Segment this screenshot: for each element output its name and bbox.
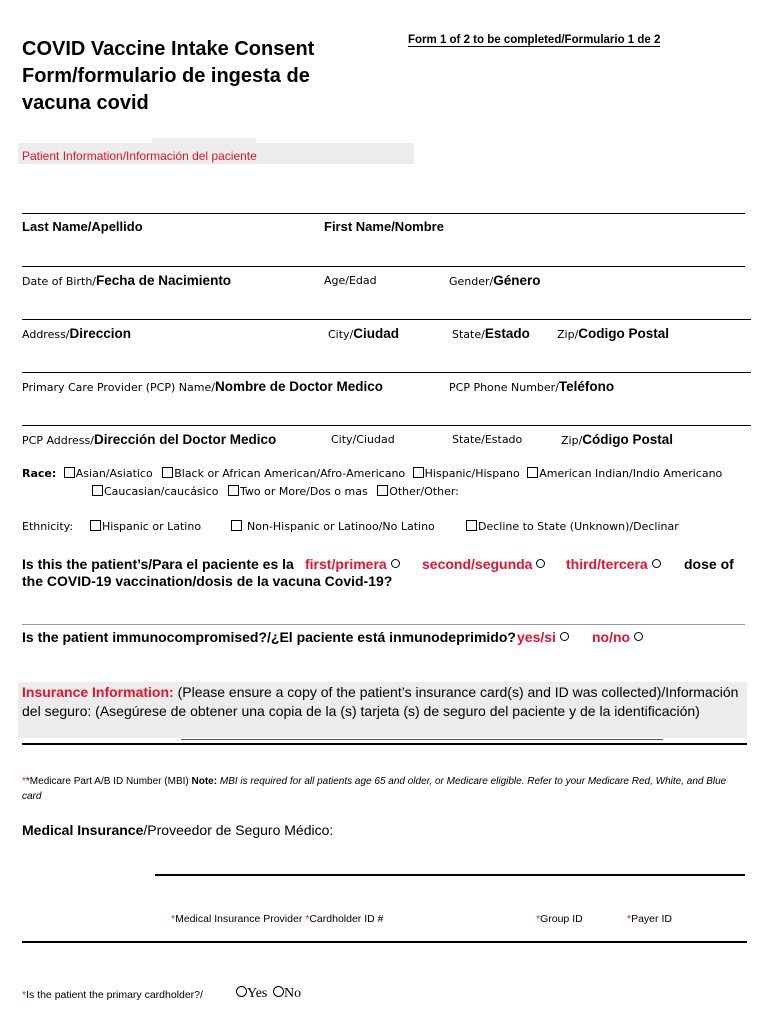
dob-label [22, 272, 231, 290]
divider-immuno [22, 624, 745, 625]
checkbox-ethnicity-non-hispanic[interactable] [231, 520, 242, 531]
form-title: COVID Vaccine Intake Consent Form/formulario de ingesta de vacuna covid [22, 38, 315, 114]
immuno-option-no[interactable] [592, 629, 643, 645]
checkbox-asian[interactable] [64, 467, 75, 478]
pcp-name-label-en: Primary Care Provider (PCP) Name/ [22, 381, 215, 394]
checkbox-caucasian[interactable] [92, 485, 103, 496]
radio-first[interactable] [391, 559, 400, 568]
radio-primary-yes[interactable] [236, 986, 247, 997]
city-label [328, 325, 399, 343]
dose-option-third-label: third/tercera [566, 556, 648, 572]
primary-option-no[interactable] [273, 986, 301, 1002]
provider-label-text: Medical Insurance Provider [175, 913, 303, 925]
state-label [452, 325, 530, 343]
first-name-label: First Name/Nombre [324, 219, 444, 234]
radio-immuno-no[interactable] [634, 632, 643, 641]
dob-label-en: Date of Birth/ [22, 275, 97, 288]
dose-option-first[interactable] [305, 556, 400, 572]
immuno-option-no-label: no/no [592, 629, 631, 645]
payer-asterisk: * [627, 913, 632, 925]
dose-question-line1: Is this the patient’s/Para el paciente es la [22, 556, 294, 572]
provider-label [171, 913, 383, 925]
primary-cardholder-question [22, 989, 203, 1001]
medical-insurance-input-line[interactable] [155, 874, 745, 876]
pcp-name-label-es: Nombre de Doctor Medico [214, 379, 383, 394]
race-option-two-or-more[interactable] [228, 485, 368, 498]
primary-yes-label: Yes [247, 986, 268, 1001]
race-option-asian[interactable] [64, 467, 153, 480]
mbi-note-text: MBI is required for all patients age 65 and older, or Medicare eligible. Refer to your Medicare Red, White, and Blue card [22, 776, 727, 802]
zip-label-es: Codigo Postal [578, 326, 670, 341]
zip-label [557, 325, 669, 343]
last-name-label: Last Name/Apellido [22, 219, 143, 234]
insurance-heading: Insurance Information: [22, 684, 174, 700]
gender-label [449, 272, 541, 290]
pcp-name-label [22, 378, 383, 396]
race-option-asian-label: Asian/Asiatico [75, 467, 153, 480]
immuno-option-yes[interactable] [517, 629, 569, 645]
race-option-two-or-more-label: Two or More/Dos o mas [240, 485, 368, 498]
checkbox-american-indian[interactable] [527, 467, 538, 478]
checkbox-hispanic[interactable] [413, 467, 424, 478]
medical-insurance-heading [22, 822, 333, 838]
group-label-text: Group ID [540, 913, 583, 925]
group-asterisk: * [536, 913, 541, 925]
dose-option-second-label: second/segunda [422, 556, 533, 572]
pcp-zip-label [561, 431, 673, 449]
dose-question-suffix: dose of [684, 556, 734, 572]
pcp-name-input-line[interactable] [22, 372, 751, 373]
state-label-es: Estado [484, 326, 530, 341]
checkbox-ethnicity-hispanic[interactable] [90, 520, 101, 531]
ethnicity-option-hispanic[interactable] [90, 520, 201, 533]
ethnicity-label: Ethnicity: [22, 520, 74, 533]
medical-insurance-en: Medical Insurance [22, 822, 144, 838]
pcp-zip-label-en: Zip/ [561, 434, 583, 447]
dob-input-line[interactable] [22, 266, 745, 267]
race-option-hispanic-label: Hispanic/Hispano [424, 467, 520, 480]
cardholder-label-text: Cardholder ID # [309, 913, 384, 925]
section-heading-patient: Patient Information/Información del paciente [22, 149, 257, 163]
race-option-black-label: Black or African American/Afro-Americano [174, 467, 406, 480]
dob-label-es: Fecha de Nacimiento [96, 273, 232, 288]
race-option-other-label: Other/Other: [389, 485, 459, 498]
race-option-black[interactable] [162, 467, 405, 480]
cardholder-asterisk: * [305, 913, 310, 925]
primary-option-yes[interactable] [236, 986, 267, 1002]
dose-option-first-label: first/primera [305, 556, 387, 572]
medical-insurance-es: /Proveedor de Seguro Médico: [143, 822, 334, 838]
race-option-american-indian[interactable] [527, 467, 722, 480]
race-option-american-indian-label: American Indian/Indio Americano [539, 467, 723, 480]
ethnicity-option-non-hispanic[interactable] [231, 520, 435, 533]
race-label: Race: [22, 467, 57, 480]
name-input-line[interactable] [22, 213, 745, 214]
radio-immuno-yes[interactable] [560, 632, 569, 641]
pcp-address-label [22, 431, 276, 449]
ethnicity-option-decline-label: Decline to State (Unknown)/Declinar [478, 520, 679, 533]
primary-asterisk: * [22, 989, 27, 1001]
pcp-address-label-es: Dirección del Doctor Medico [93, 432, 277, 447]
pcp-address-label-en: PCP Address/ [22, 434, 94, 447]
race-row-1 [22, 467, 722, 480]
insurance-underline-thin [181, 739, 663, 740]
pcp-phone-label-en: PCP Phone Number/ [449, 381, 559, 394]
zip-label-en: Zip/ [557, 328, 579, 341]
insurance-divider [22, 743, 747, 745]
state-label-en: State/ [452, 328, 485, 341]
mbi-note [22, 774, 742, 804]
insurance-info [22, 683, 742, 721]
checkbox-black[interactable] [162, 467, 173, 478]
insurance-text-es: /Información del seguro: (Asegúrese de obtener una copia de la (s) tarjeta (s) de seguro del paciente y de la identificación) [22, 684, 739, 719]
immuno-question: Is the patient immunocompromised?/¿El paciente está inmunodeprimido? [22, 629, 516, 645]
pcp-zip-label-es: Código Postal [582, 432, 674, 447]
ethnicity-option-decline[interactable] [466, 520, 679, 533]
primary-no-label: No [284, 986, 302, 1001]
checkbox-ethnicity-decline[interactable] [466, 520, 477, 531]
address-input-line[interactable] [22, 319, 751, 320]
payer-id-label [627, 913, 672, 925]
gender-label-en: Gender/ [449, 275, 494, 288]
city-label-en: City/ [328, 328, 354, 341]
dose-option-third[interactable] [566, 556, 661, 572]
address-label [22, 325, 131, 343]
dose-question-line2: the COVID-19 vaccination/dosis de la vacuna Covid-19? [22, 573, 393, 589]
pcp-state-label: State/Estado [452, 433, 523, 446]
address-label-en: Address/ [22, 328, 70, 341]
gender-label-es: Género [493, 273, 541, 288]
ethnicity-option-hispanic-label: Hispanic or Latino [102, 520, 202, 533]
pcp-phone-label [449, 378, 614, 396]
checkbox-other[interactable] [377, 485, 388, 496]
pcp-phone-label-es: Teléfono [558, 379, 615, 394]
form-badge: Form 1 of 2 to be completed/Formulario 1 de 2 [408, 34, 661, 46]
payer-label-text: Payer ID [631, 913, 672, 925]
immuno-option-yes-label: yes/si [517, 629, 556, 645]
mbi-label: *Medicare Part A/B ID Number (MBI) [25, 776, 189, 787]
provider-asterisk: * [171, 913, 176, 925]
mbi-note-bold: Note: [191, 776, 218, 787]
radio-third[interactable] [652, 559, 661, 568]
race-option-other[interactable] [377, 485, 459, 498]
ethnicity-option-non-hispanic-label: Non-Hispanic or Latinoo/No Latino [247, 520, 435, 533]
address-label-es: Direccion [69, 326, 132, 341]
race-row-2 [22, 485, 459, 498]
insurance-text-en: (Please ensure a copy of the patient’s insurance card(s) and ID was collected) [177, 684, 662, 700]
primary-question-text: Is the patient the primary cardholder?/ [26, 989, 203, 1001]
race-option-hispanic[interactable] [413, 467, 520, 480]
insurance-bottom-line[interactable] [22, 941, 747, 943]
race-option-caucasian[interactable] [92, 485, 219, 498]
pcp-address-input-line[interactable] [22, 425, 751, 426]
radio-second[interactable] [536, 559, 545, 568]
pcp-city-label: City/Ciudad [331, 433, 395, 446]
age-label: Age/Edad [324, 274, 377, 287]
mbi-asterisk: * [22, 776, 26, 787]
race-option-caucasian-label: Caucasian/caucásico [104, 485, 219, 498]
radio-primary-no[interactable] [273, 986, 284, 997]
city-label-es: Ciudad [353, 326, 400, 341]
group-id-label [536, 913, 583, 925]
dose-option-second[interactable] [422, 556, 545, 572]
checkbox-two-or-more[interactable] [228, 485, 239, 496]
